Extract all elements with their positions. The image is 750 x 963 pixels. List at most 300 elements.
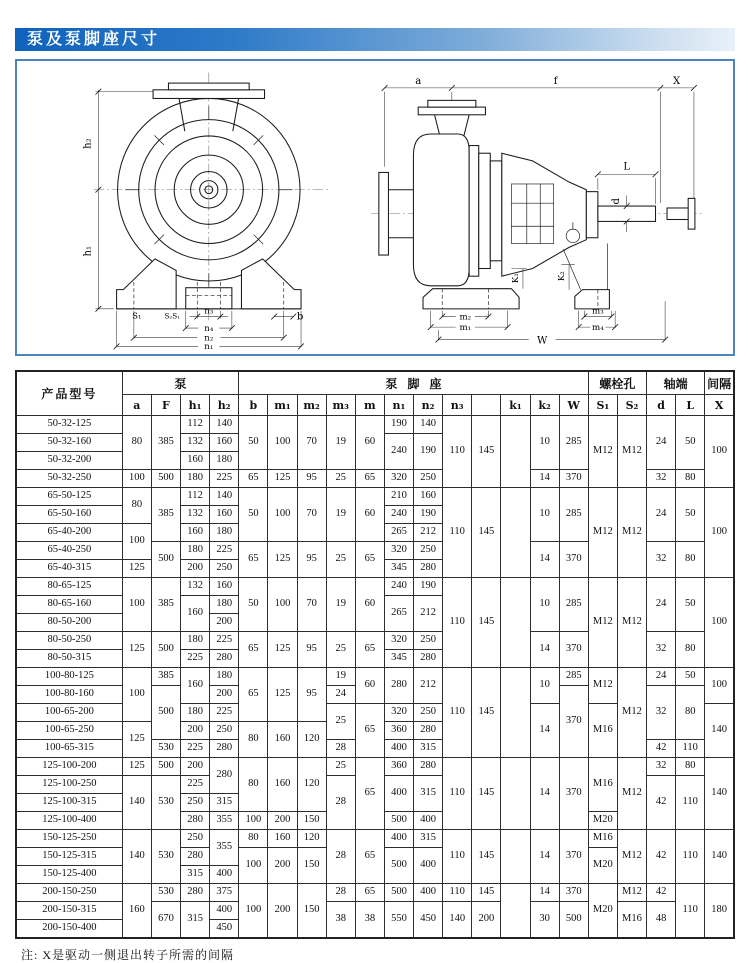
cell: 385: [151, 578, 180, 632]
cell: 370: [559, 470, 588, 488]
cell: 100: [239, 884, 268, 939]
cell: 320: [384, 542, 413, 560]
cell: 100: [705, 578, 734, 668]
col-header: k₂: [530, 395, 559, 416]
cell: 10: [530, 416, 559, 470]
dim-label-k1: K₁: [511, 273, 522, 284]
cell: 95: [297, 668, 326, 722]
cell: 32: [647, 686, 676, 740]
cell: 125: [122, 722, 151, 758]
col-header: n₃: [443, 395, 472, 416]
cell: 100: [705, 488, 734, 578]
col-header: W: [559, 395, 588, 416]
cell: 65: [355, 632, 384, 668]
col-header: h₂: [210, 395, 239, 416]
cell: 140: [122, 776, 151, 830]
cell: 80: [122, 488, 151, 524]
cell: 10: [530, 488, 559, 542]
cell: 200: [181, 758, 210, 776]
cell: 160: [268, 830, 297, 848]
col-header: b: [239, 395, 268, 416]
cell: 50: [239, 488, 268, 542]
cell: 24: [326, 686, 355, 704]
cell: 355: [210, 812, 239, 830]
cell: 100: [122, 524, 151, 560]
cell: 42: [647, 884, 676, 902]
cell: 32: [647, 632, 676, 668]
model-cell: 100-80-125: [16, 668, 122, 686]
cell: 280: [414, 560, 443, 578]
cell: 250: [210, 560, 239, 578]
cell: 145: [472, 668, 501, 758]
cell: 210: [384, 488, 413, 506]
model-cell: 100-80-160: [16, 686, 122, 704]
dim-label-w: W: [536, 335, 548, 347]
model-cell: 125-100-315: [16, 794, 122, 812]
cell: 315: [414, 740, 443, 758]
model-cell: 80-50-200: [16, 614, 122, 632]
cell: 38: [355, 902, 384, 939]
cell: 50: [676, 668, 705, 686]
dim-label-m3: m₃: [592, 306, 604, 317]
cell: 100: [268, 578, 297, 632]
model-cell: 80-50-315: [16, 650, 122, 668]
cell: 225: [210, 704, 239, 722]
footnote: 注: X是驱动一侧退出转子所需的间隔: [21, 948, 235, 962]
cell: 110: [443, 578, 472, 668]
cell: 225: [181, 740, 210, 758]
cell: 100: [122, 578, 151, 632]
cell: 132: [181, 506, 210, 524]
cell: 370: [559, 632, 588, 668]
cell: 50: [239, 578, 268, 632]
cell: 80: [676, 686, 705, 740]
model-cell: 150-125-315: [16, 848, 122, 866]
dim-label-f: f: [553, 76, 558, 88]
cell: 345: [384, 650, 413, 668]
cell: 250: [414, 542, 443, 560]
cell: [501, 416, 530, 488]
model-cell: 125-100-250: [16, 776, 122, 794]
cell: 370: [559, 758, 588, 830]
cell: [501, 758, 530, 830]
cell: [501, 668, 530, 758]
cell: 145: [472, 578, 501, 668]
cell: 530: [151, 776, 180, 830]
cell: 110: [676, 740, 705, 758]
cell: 125: [268, 668, 297, 722]
cell: 110: [676, 776, 705, 830]
cell: 265: [384, 596, 413, 632]
cell: 400: [210, 902, 239, 920]
cell: 315: [210, 794, 239, 812]
cell: 25: [326, 632, 355, 668]
cell: 180: [181, 632, 210, 650]
col-header: [472, 395, 501, 416]
cell: 48: [647, 902, 676, 939]
cell: 670: [151, 902, 180, 939]
col-header: m₂: [297, 395, 326, 416]
cell: 160: [414, 488, 443, 506]
dim-label-b: b: [296, 311, 304, 323]
cell: 110: [443, 668, 472, 758]
diagram-panel: [15, 59, 735, 356]
cell: 120: [297, 722, 326, 758]
cell: 110: [443, 416, 472, 488]
cell: 160: [181, 452, 210, 470]
cell: 370: [559, 542, 588, 578]
cell: 375: [210, 884, 239, 902]
cell: 280: [384, 668, 413, 704]
cell: M12: [617, 758, 646, 830]
cell: 320: [384, 470, 413, 488]
cell: 285: [559, 488, 588, 542]
model-cell: 125-100-200: [16, 758, 122, 776]
cell: M12: [588, 416, 617, 488]
dim-label-x: X: [673, 76, 681, 88]
group-header: 轴端: [647, 371, 705, 395]
cell: 110: [676, 884, 705, 939]
col-header: F: [151, 395, 180, 416]
cell: 65: [239, 542, 268, 578]
cell: 80: [676, 758, 705, 776]
cell: 14: [530, 632, 559, 668]
cell: 225: [181, 650, 210, 668]
cell: 315: [181, 902, 210, 939]
cell: 180: [210, 452, 239, 470]
cell: 500: [151, 758, 180, 776]
dimension-table: [15, 370, 735, 939]
group-header: 间隔: [705, 371, 734, 395]
model-cell: 200-150-250: [16, 884, 122, 902]
cell: 150: [297, 884, 326, 939]
cell: 95: [297, 470, 326, 488]
dim-label-k2: K₂: [557, 271, 568, 282]
dim-label-l: L: [623, 161, 631, 173]
cell: 28: [326, 884, 355, 902]
cell: 320: [384, 632, 413, 650]
cell: 385: [151, 416, 180, 470]
cell: 360: [384, 758, 413, 776]
cell: 125: [268, 632, 297, 668]
cell: 14: [530, 470, 559, 488]
model-cell: 50-32-250: [16, 470, 122, 488]
cell: 285: [559, 668, 588, 686]
cell: 32: [647, 470, 676, 488]
cell: 125: [268, 470, 297, 488]
cell: M16: [588, 758, 617, 812]
model-cell: 200-150-315: [16, 902, 122, 920]
cell: 65: [355, 830, 384, 884]
model-cell: 100-65-250: [16, 722, 122, 740]
col-header: X: [705, 395, 734, 416]
cell: 315: [414, 830, 443, 848]
cell: 180: [210, 524, 239, 542]
cell: 100: [268, 416, 297, 470]
col-header: S₁: [588, 395, 617, 416]
cell: 160: [181, 524, 210, 542]
cell: 125: [268, 542, 297, 578]
cell: 65: [355, 542, 384, 578]
cell: 110: [443, 758, 472, 830]
col-header: m₁: [268, 395, 297, 416]
cell: 14: [530, 542, 559, 578]
cell: 280: [181, 812, 210, 830]
cell: 285: [559, 578, 588, 632]
model-cell: 80-65-125: [16, 578, 122, 596]
cell: 110: [443, 830, 472, 884]
cell: 530: [151, 830, 180, 884]
dim-label-n2: n₂: [204, 333, 214, 344]
cell: 100: [705, 668, 734, 704]
model-cell: 50-32-160: [16, 434, 122, 452]
cell: 80: [239, 758, 268, 812]
cell: 65: [355, 758, 384, 830]
cell: 42: [647, 740, 676, 758]
cell: 28: [326, 740, 355, 758]
cell: 190: [414, 434, 443, 470]
cell: M12: [588, 668, 617, 704]
model-cell: 150-125-250: [16, 830, 122, 848]
cell: 200: [210, 614, 239, 632]
cell: 160: [181, 668, 210, 704]
cell: 140: [443, 902, 472, 939]
dim-label-h1: h₁: [82, 245, 94, 257]
cell: 140: [414, 416, 443, 434]
col-header: h₁: [181, 395, 210, 416]
cell: 200: [210, 686, 239, 704]
cell: 25: [326, 758, 355, 776]
cell: 500: [151, 470, 180, 488]
pump-drawing: [17, 61, 733, 354]
col-header: a: [122, 395, 151, 416]
model-cell: 50-32-200: [16, 452, 122, 470]
cell: 250: [181, 830, 210, 848]
cell: 145: [472, 758, 501, 830]
cell: M12: [617, 668, 646, 758]
model-cell: 80-65-160: [16, 596, 122, 614]
cell: 315: [181, 866, 210, 884]
cell: 60: [355, 488, 384, 542]
cell: 280: [181, 884, 210, 902]
cell: 160: [210, 506, 239, 524]
cell: 212: [414, 524, 443, 542]
cell: M16: [588, 830, 617, 848]
cell: 400: [414, 884, 443, 902]
cell: 190: [414, 578, 443, 596]
model-cell: 150-125-400: [16, 866, 122, 884]
cell: 180: [210, 668, 239, 686]
cell: 140: [705, 704, 734, 758]
col-header-product: 产品型号: [16, 371, 122, 416]
cell: 450: [210, 920, 239, 939]
cell: 80: [676, 470, 705, 488]
cell: 200: [472, 902, 501, 939]
cell: 250: [414, 632, 443, 650]
cell: 140: [705, 758, 734, 830]
cell: 19: [326, 578, 355, 632]
cell: 80: [239, 722, 268, 758]
cell: 450: [414, 902, 443, 939]
group-header: 泵: [122, 371, 239, 395]
cell: 240: [384, 506, 413, 524]
cell: 70: [297, 488, 326, 542]
cell: M12: [588, 488, 617, 578]
cell: 190: [414, 506, 443, 524]
cell: 285: [559, 416, 588, 470]
cell: 110: [443, 884, 472, 902]
cell: 500: [151, 632, 180, 668]
cell: 200: [268, 848, 297, 884]
cell: 14: [530, 758, 559, 830]
dim-label-h2: h₂: [82, 138, 94, 149]
dim-label-d: d: [611, 198, 623, 205]
cell: [501, 488, 530, 578]
cell: 70: [297, 416, 326, 470]
cell: 180: [181, 470, 210, 488]
pump-side-view-drawing: [371, 76, 701, 346]
cell: 14: [530, 704, 559, 758]
cell: 240: [384, 578, 413, 596]
dim-label-m2: m₂: [459, 312, 472, 323]
cell: 80: [676, 632, 705, 668]
cell: 160: [268, 722, 297, 758]
cell: 500: [151, 542, 180, 578]
cell: 132: [181, 434, 210, 452]
cell: 120: [297, 758, 326, 812]
cell: 100: [122, 470, 151, 488]
model-cell: 100-65-200: [16, 704, 122, 722]
cell: 32: [647, 542, 676, 578]
cell: 160: [210, 434, 239, 452]
cell: 80: [122, 416, 151, 470]
cell: 19: [326, 488, 355, 542]
cell: 112: [181, 488, 210, 506]
col-header: L: [676, 395, 705, 416]
col-header: d: [647, 395, 676, 416]
cell: 370: [559, 884, 588, 902]
cell: 80: [239, 830, 268, 848]
cell: 65: [355, 470, 384, 488]
cell: 280: [414, 650, 443, 668]
cell: [501, 830, 530, 884]
cell: 28: [326, 830, 355, 884]
cell: 400: [384, 740, 413, 758]
cell: 225: [181, 776, 210, 794]
model-cell: 125-100-400: [16, 812, 122, 830]
cell: 280: [210, 650, 239, 668]
col-header: S₂: [617, 395, 646, 416]
cell: 65: [239, 632, 268, 668]
cell: 200: [268, 884, 297, 939]
cell: 400: [414, 848, 443, 884]
model-cell: 100-65-315: [16, 740, 122, 758]
cell: M20: [588, 884, 617, 939]
cell: 190: [384, 416, 413, 434]
cell: 50: [676, 488, 705, 542]
cell: 250: [210, 722, 239, 740]
cell: 10: [530, 668, 559, 704]
cell: 500: [559, 902, 588, 939]
col-header: m: [355, 395, 384, 416]
cell: 200: [181, 722, 210, 740]
cell: 65: [239, 668, 268, 722]
model-cell: 65-40-250: [16, 542, 122, 560]
cell: 80: [676, 542, 705, 578]
cell: 530: [151, 740, 180, 758]
cell: 150: [297, 812, 326, 830]
dim-label-s2s1: S₂S₁: [164, 311, 181, 321]
cell: 100: [705, 416, 734, 488]
cell: 24: [647, 668, 676, 686]
cell: 65: [355, 884, 384, 902]
dim-label-n1: n₁: [204, 342, 214, 353]
model-cell: 65-40-315: [16, 560, 122, 578]
group-header: 螺栓孔: [588, 371, 646, 395]
cell: 19: [326, 668, 355, 686]
cell: 50: [676, 416, 705, 470]
cell: 38: [326, 902, 355, 939]
cell: 550: [384, 902, 413, 939]
cell: 24: [647, 416, 676, 470]
cell: 370: [559, 686, 588, 758]
cell: 100: [268, 488, 297, 542]
dim-label-n3: n₃: [204, 306, 214, 317]
cell: 370: [559, 830, 588, 884]
cell: 25: [326, 704, 355, 740]
cell: 500: [384, 848, 413, 884]
cell: M12: [617, 488, 646, 578]
cell: 14: [530, 830, 559, 884]
cell: 360: [384, 722, 413, 740]
group-header: 泵脚座: [239, 371, 589, 395]
cell: 315: [414, 776, 443, 812]
cell: 110: [676, 830, 705, 884]
model-cell: 50-32-125: [16, 416, 122, 434]
pump-front-view-drawing: [83, 73, 329, 353]
col-header: m₃: [326, 395, 355, 416]
cell: 200: [268, 812, 297, 830]
cell: 70: [297, 578, 326, 632]
cell: 65: [355, 704, 384, 758]
cell: 280: [181, 848, 210, 866]
cell: M12: [588, 578, 617, 668]
cell: 250: [414, 470, 443, 488]
model-cell: 200-150-400: [16, 920, 122, 939]
col-header: k₁: [501, 395, 530, 416]
cell: 530: [151, 884, 180, 902]
cell: 280: [414, 722, 443, 740]
cell: 14: [530, 884, 559, 902]
cell: 110: [443, 488, 472, 578]
cell: 500: [384, 884, 413, 902]
cell: 132: [181, 578, 210, 596]
cell: 100: [239, 848, 268, 884]
cell: 140: [210, 488, 239, 506]
cell: 400: [384, 830, 413, 848]
cell: 180: [210, 596, 239, 614]
cell: 60: [355, 578, 384, 632]
cell: 50: [239, 416, 268, 470]
dim-label-m1: m₁: [459, 322, 472, 333]
cell: 25: [326, 542, 355, 578]
cell: 125: [122, 560, 151, 578]
cell: 400: [414, 812, 443, 830]
dim-label-n4: n₄: [204, 323, 214, 334]
cell: 345: [384, 560, 413, 578]
model-cell: 65-50-125: [16, 488, 122, 506]
cell: 60: [355, 416, 384, 470]
